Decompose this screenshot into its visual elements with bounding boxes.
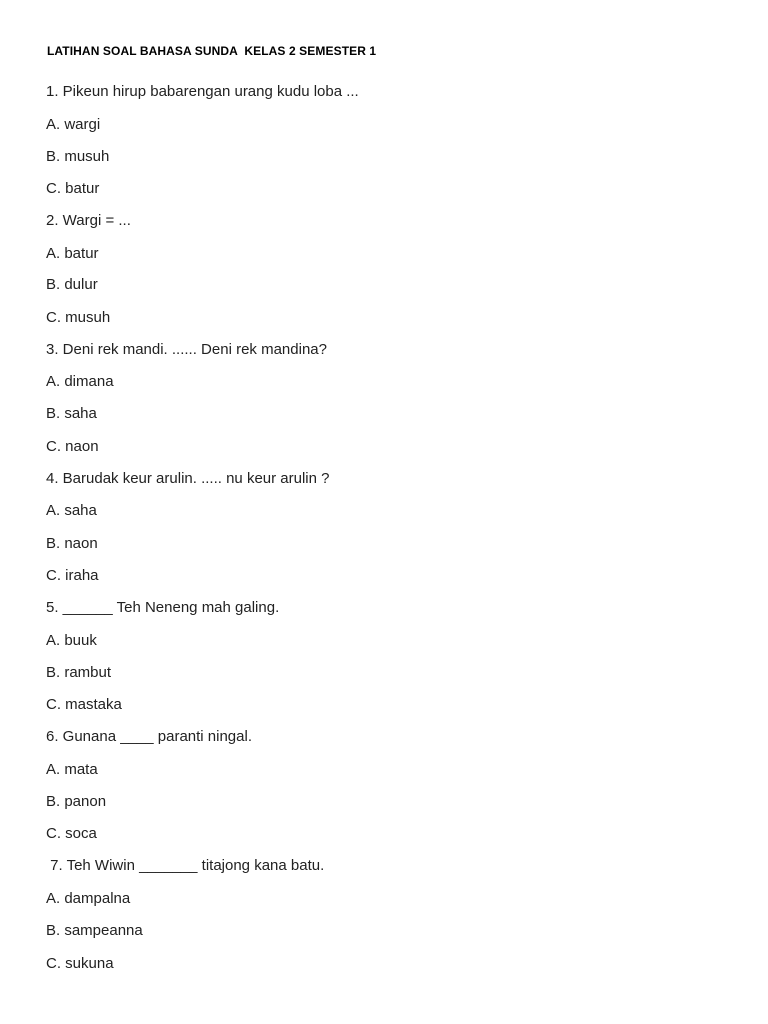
- question-1: 1. Pikeun hirup babarengan urang kudu loba ...: [46, 83, 359, 100]
- question-1-option-a: A. wargi: [46, 116, 101, 133]
- question-3: 3. Deni rek mandi. ...... Deni rek mandina?: [46, 341, 327, 358]
- question-5: 5. ______ Teh Neneng mah galing.: [46, 599, 280, 616]
- question-7-option-b: B. sampeanna: [46, 922, 143, 939]
- question-6-option-b: B. panon: [46, 793, 107, 810]
- question-4: 4. Barudak keur arulin. ..... nu keur arulin ?: [46, 470, 330, 487]
- question-5-option-c: C. mastaka: [46, 696, 122, 713]
- question-5-option-b: B. rambut: [46, 664, 112, 681]
- question-7: 7. Teh Wiwin _______ titajong kana batu.: [46, 857, 325, 874]
- question-5-option-a: A. buuk: [46, 632, 97, 649]
- question-7-option-a: A. dampalna: [46, 890, 131, 907]
- question-1-option-c: C. batur: [46, 180, 100, 197]
- question-4-option-a: A. saha: [46, 502, 97, 519]
- question-2-option-c: C. musuh: [46, 309, 111, 326]
- question-3-option-b: B. saha: [46, 405, 97, 422]
- question-2: 2. Wargi = ...: [46, 212, 131, 229]
- question-4-option-b: B. naon: [46, 535, 98, 552]
- question-6-option-a: A. mata: [46, 761, 98, 778]
- question-1-option-b: B. musuh: [46, 148, 110, 165]
- worksheet-title: LATIHAN SOAL BAHASA SUNDA KELAS 2 SEMESTER 1: [47, 44, 377, 58]
- question-6-option-c: C. soca: [46, 825, 97, 842]
- question-6: 6. Gunana ____ paranti ningal.: [46, 728, 252, 745]
- question-2-option-b: B. dulur: [46, 276, 98, 293]
- question-2-option-a: A. batur: [46, 245, 99, 262]
- question-7-option-c: C. sukuna: [46, 955, 114, 972]
- question-4-option-c: C. iraha: [46, 567, 99, 584]
- question-3-option-a: A. dimana: [46, 373, 114, 390]
- question-3-option-c: C. naon: [46, 438, 99, 455]
